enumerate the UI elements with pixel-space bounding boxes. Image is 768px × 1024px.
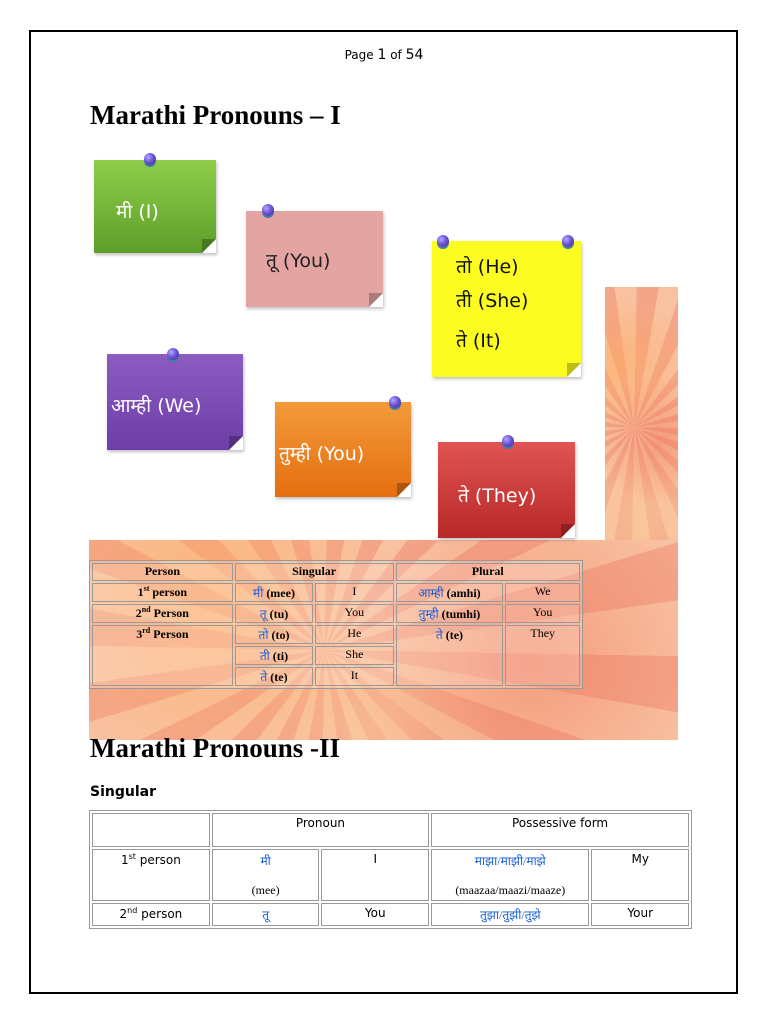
pin-icon bbox=[389, 396, 401, 408]
heading-pronouns-2: Marathi Pronouns -II bbox=[90, 733, 341, 763]
table-row: 1st person मी (mee) I आम्ही (amhi) We bbox=[92, 583, 580, 602]
table-row: 1st person मी (mee) I माझा/माझी/माझे (maazaa/maazi/maaze) My bbox=[92, 849, 689, 901]
table-row: 3rd Person तो (to) He ते (te) They bbox=[92, 625, 580, 644]
folded-corner-icon bbox=[567, 363, 581, 377]
section-singular: Singular bbox=[90, 784, 156, 800]
heading-pronouns-1: Marathi Pronouns – I bbox=[90, 100, 341, 130]
pin-icon bbox=[437, 235, 449, 247]
table-header-row: Pronoun Possessive form bbox=[92, 813, 689, 847]
folded-corner-icon bbox=[229, 436, 243, 450]
folded-corner-icon bbox=[369, 293, 383, 307]
note-to-ti-te: तो (He) ती (She) ते (It) bbox=[432, 241, 581, 377]
note-amhi: आम्ही (We) bbox=[107, 354, 243, 450]
table-row: 2nd Person तू (tu) You तुम्ही (tumhi) You bbox=[92, 604, 580, 623]
flower-background-top bbox=[605, 287, 678, 542]
pin-icon bbox=[262, 204, 274, 216]
table-header-row: Person Singular Plural bbox=[92, 563, 580, 581]
pin-icon bbox=[167, 348, 179, 360]
note-tumhi: तुम्ही (You) bbox=[275, 402, 411, 497]
pronouns-table-1 bbox=[89, 560, 583, 689]
pin-icon bbox=[502, 435, 514, 447]
table-row: ती (ti) She bbox=[92, 646, 580, 665]
pin-icon bbox=[144, 153, 156, 165]
pin-icon bbox=[562, 235, 574, 247]
table-row: ते (te) It bbox=[92, 667, 580, 686]
folded-corner-icon bbox=[561, 524, 575, 538]
note-te-they: ते (They) bbox=[438, 442, 575, 538]
folded-corner-icon bbox=[202, 239, 216, 253]
page-number: Page 1 of 54 bbox=[344, 47, 424, 63]
note-mee: मी (I) bbox=[94, 160, 216, 253]
note-tu: तू (You) bbox=[246, 211, 383, 307]
folded-corner-icon bbox=[397, 483, 411, 497]
pronouns-table-2 bbox=[89, 810, 692, 929]
table-row: 2nd person तू You तुझा/तुझी/तुझे Your bbox=[92, 903, 689, 926]
